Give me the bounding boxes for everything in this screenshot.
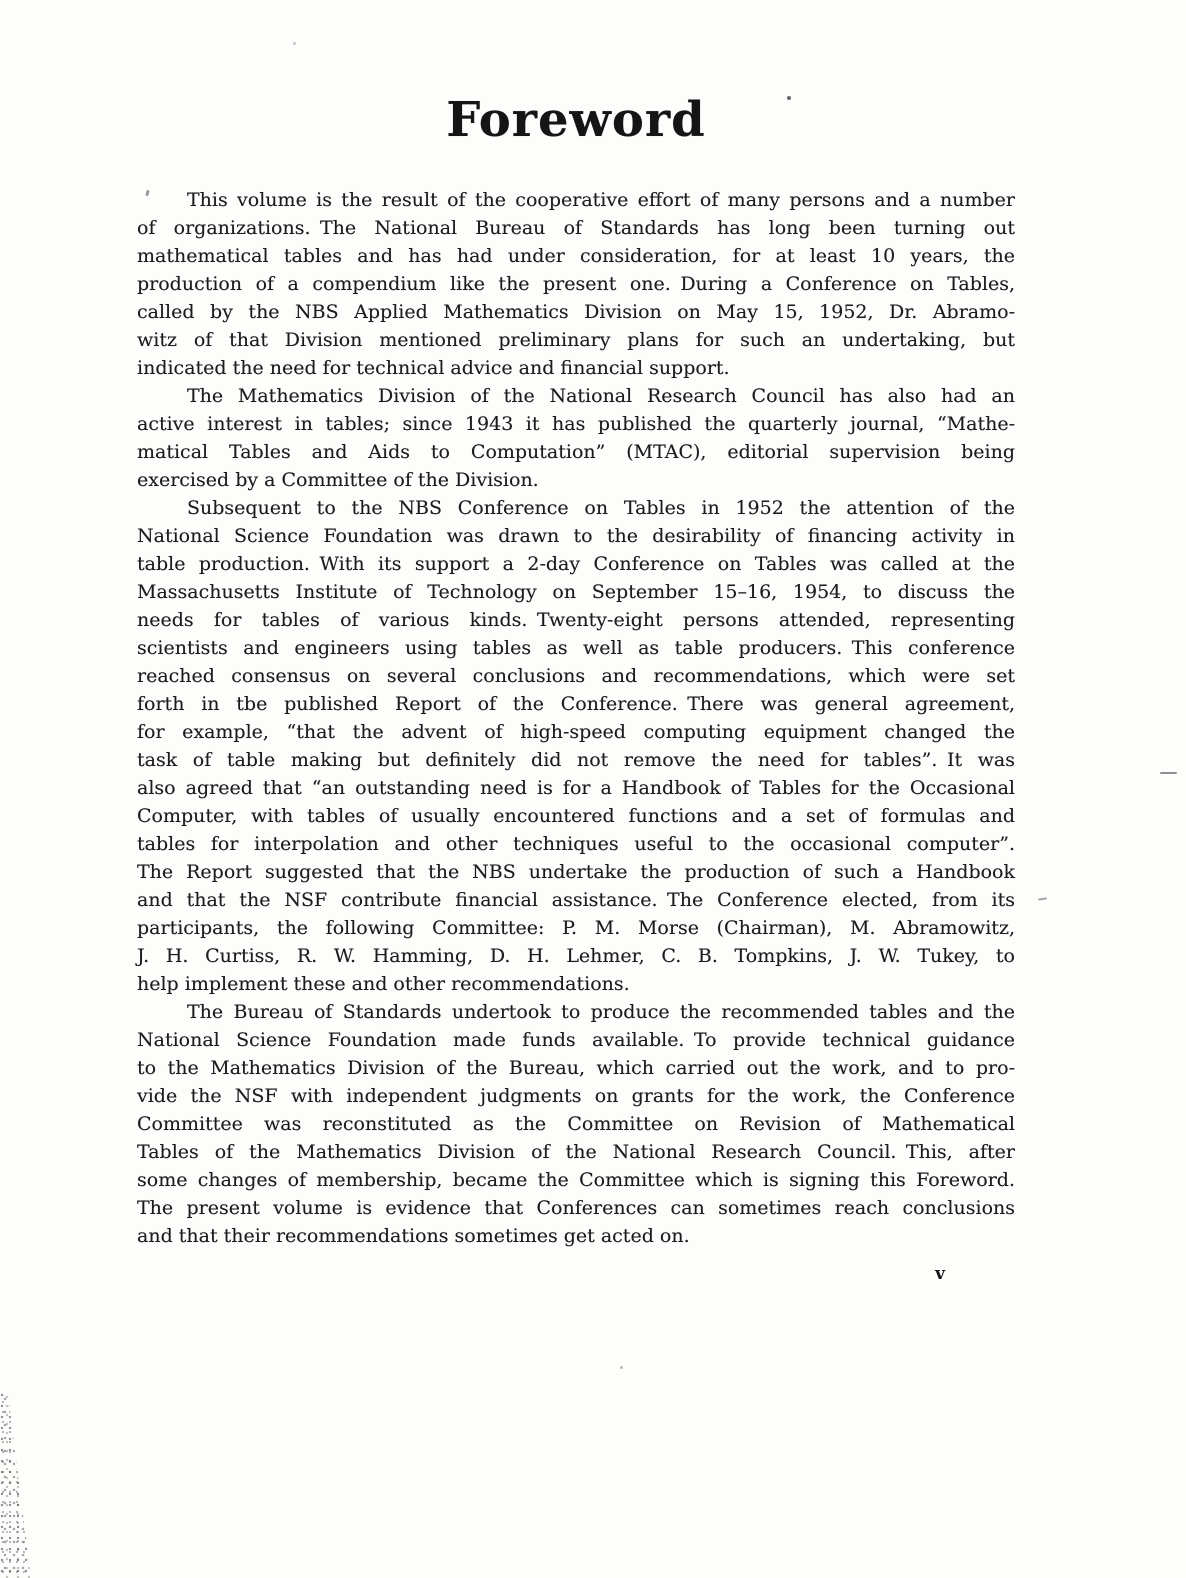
text-line: Committee was reconstituted as the Committee on Revision of Mathematical bbox=[137, 1113, 1015, 1135]
scan-dash-artifact-icon bbox=[1160, 772, 1177, 774]
text-line: active interest in tables; since 1943 it has published the quarterly journal, “Mathe- bbox=[137, 413, 1015, 435]
text-line: indicated the need for technical advice and financial support. bbox=[137, 357, 730, 379]
text-line: needs for tables of various kinds. Twenty-eight persons attended, representing bbox=[137, 609, 1015, 631]
text-line: also agreed that “an outstanding need is for a Handbook of Tables for the Occasional bbox=[137, 777, 1015, 799]
text-line: Tables of the Mathematics Division of the National Research Council. This, after bbox=[137, 1141, 1015, 1163]
text-line: called by the NBS Applied Mathematics Division on May 15, 1952, Dr. Abramo- bbox=[137, 301, 1015, 323]
text-line: matical Tables and Aids to Computation” (MTAC), editorial supervision being bbox=[137, 441, 1015, 463]
scan-speck-icon bbox=[293, 42, 296, 45]
scan-dash-artifact-icon bbox=[1038, 897, 1047, 900]
text-line: The Mathematics Division of the National Research Council has also had an bbox=[187, 385, 1015, 407]
page-title: Foreword bbox=[446, 92, 706, 148]
text-line: participants, the following Committee: P. M. Morse (Chairman), M. Abramowitz, bbox=[137, 917, 1015, 939]
text-line: reached consensus on several conclusions and recommendations, which were set bbox=[137, 665, 1015, 687]
text-line: vide the NSF with independent judgments on grants for the work, the Conference bbox=[137, 1085, 1015, 1107]
text-line: Subsequent to the NBS Conference on Tables in 1952 the attention of the bbox=[187, 497, 1015, 519]
text-line: some changes of membership, became the Committee which is signing this Foreword. bbox=[137, 1169, 1015, 1191]
text-line: Computer, with tables of usually encountered functions and a set of formulas and bbox=[137, 805, 1015, 827]
text-line: help implement these and other recommendations. bbox=[137, 973, 630, 995]
text-line: production of a compendium like the present one. During a Conference on Tables, bbox=[137, 273, 1015, 295]
text-line: The Bureau of Standards undertook to produce the recommended tables and the bbox=[187, 1001, 1015, 1023]
text-line: witz of that Division mentioned preliminary plans for such an undertaking, but bbox=[137, 329, 1015, 351]
text-line: Massachusetts Institute of Technology on September 15–16, 1954, to discuss the bbox=[137, 581, 1015, 603]
text-line: table production. With its support a 2-day Conference on Tables was called at the bbox=[137, 553, 1015, 575]
text-line: to the Mathematics Division of the Bureau, which carried out the work, and to pro- bbox=[137, 1057, 1015, 1079]
text-line: National Science Foundation made funds available. To provide technical guidance bbox=[137, 1029, 1015, 1051]
text-line: exercised by a Committee of the Division. bbox=[137, 469, 539, 491]
text-line: task of table making but definitely did not remove the need for tables”. It was bbox=[137, 749, 1015, 771]
text-line: mathematical tables and has had under consideration, for at least 10 years, the bbox=[137, 245, 1015, 267]
text-line: forth in tbe published Report of the Conference. There was general agreement, bbox=[137, 693, 1015, 715]
text-line: of organizations. The National Bureau of Standards has long been turning out bbox=[137, 217, 1015, 239]
text-line: tables for interpolation and other techniques useful to the occasional computer”. bbox=[137, 833, 1015, 855]
text-line: This volume is the result of the cooperative effort of many persons and a number bbox=[187, 189, 1015, 211]
scan-noise-strip bbox=[0, 1393, 30, 1578]
paragraph bbox=[137, 186, 1015, 382]
paragraph bbox=[137, 494, 1015, 998]
text-line: and that their recommendations sometimes get acted on. bbox=[137, 1225, 690, 1247]
page-number: v bbox=[935, 1264, 945, 1284]
text-line: The Report suggested that the NBS undertake the production of such a Handbook bbox=[137, 861, 1015, 883]
paragraph bbox=[137, 998, 1015, 1250]
text-line: and that the NSF contribute financial assistance. The Conference elected, from its bbox=[137, 889, 1015, 911]
scan-speck-icon bbox=[620, 1366, 623, 1369]
text-line: scientists and engineers using tables as well as table producers. This conference bbox=[137, 637, 1015, 659]
text-line: National Science Foundation was drawn to the desirability of financing activity in bbox=[137, 525, 1015, 547]
foreword-body bbox=[137, 186, 1015, 1250]
paragraph bbox=[137, 382, 1015, 494]
text-line: J. H. Curtiss, R. W. Hamming, D. H. Lehmer, C. B. Tompkins, J. W. Tukey, to bbox=[137, 945, 1015, 967]
text-line: for example, “that the advent of high-speed computing equipment changed the bbox=[137, 721, 1015, 743]
text-line: The present volume is evidence that Conferences can sometimes reach conclusions bbox=[137, 1197, 1015, 1219]
